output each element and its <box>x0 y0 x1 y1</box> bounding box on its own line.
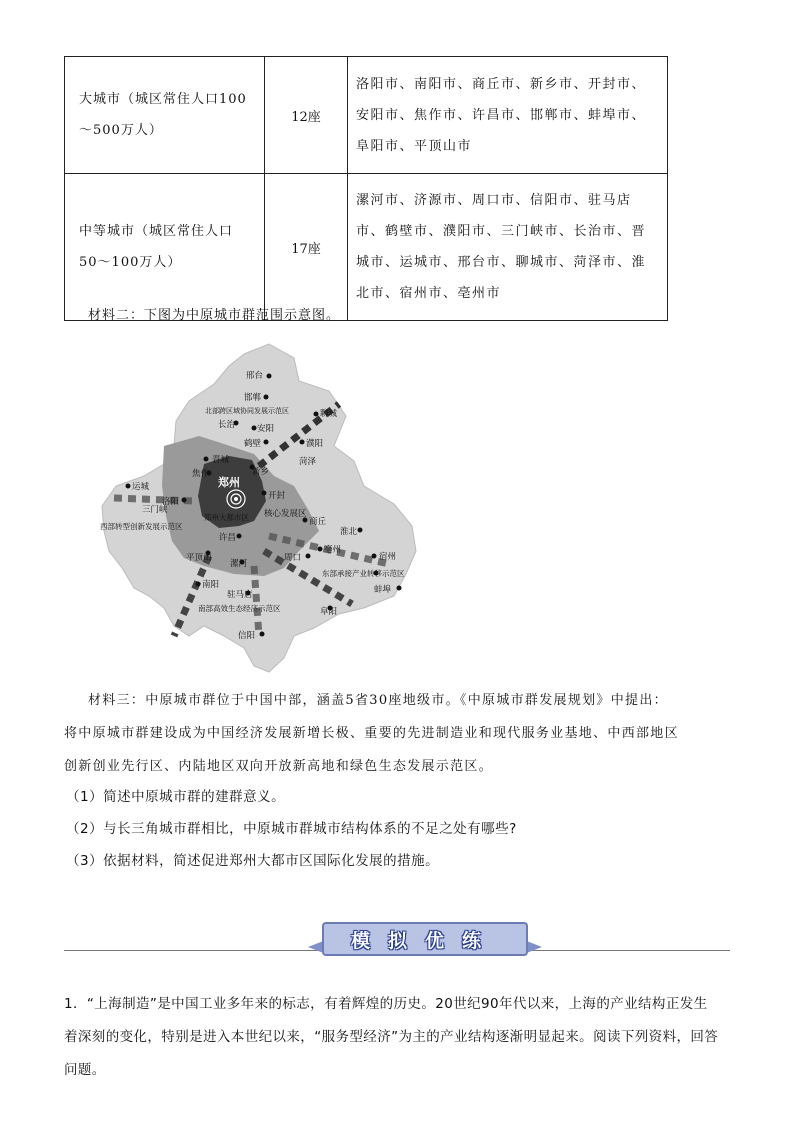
material3-paragraph <box>64 684 732 783</box>
question-2: （2）与长三角城市群相比，中原城市群城市结构体系的不足之处有哪些? <box>66 821 517 837</box>
city-count-cell: 12座 <box>265 57 348 174</box>
map-label: 长治 <box>218 420 236 430</box>
map-label: 聊城 <box>320 409 338 419</box>
table-row <box>65 174 668 321</box>
central-plains-city-cluster-map <box>94 336 434 674</box>
map-label: 洛阳 <box>162 497 180 507</box>
map-label: 菏泽 <box>299 457 317 467</box>
map-label: 周口 <box>284 553 302 563</box>
material3-line: 将中原城市群建设成为中国经济发展新增长极、重要的先进制造业和现代服务业基地、中西部地区 <box>64 726 679 741</box>
problem-line: 着深刻的变化，特别是进入本世纪以来，“服务型经济”为主的产业结构逐渐明显起来。阅读下列资料，回答 <box>64 1029 719 1045</box>
map-label: 南阳 <box>202 580 220 590</box>
map-label: 东部承接产业转移示范区 <box>322 569 405 578</box>
question-1: （1）简述中原城市群的建群意义。 <box>66 789 286 805</box>
map-label: 阜阳 <box>320 607 338 617</box>
city-list-cell: 漯河市、济源市、周口市、信阳市、驻马店市、鹤壁市、濮阳市、三门峡市、长治市、晋城市、运城市、邢台市、聊城市、菏泽市、淮北市、宿州市、亳州市 <box>348 174 668 321</box>
map-label: 信阳 <box>238 631 256 641</box>
map-label: 亳州 <box>324 545 342 555</box>
map-label: 开封 <box>268 491 286 501</box>
map-label: 西部转型创新发展示范区 <box>100 522 183 531</box>
city-list-cell: 洛阳市、南阳市、商丘市、新乡市、开封市、安阳市、焦作市、许昌市、邯郸市、蚌埠市、阜阳市、平顶山市 <box>348 57 668 174</box>
map-label: 晋城 <box>212 455 230 465</box>
material2-caption: 材料二：下图为中原城市群范围示意图。 <box>88 308 341 323</box>
city-size-table <box>64 56 668 321</box>
map-label: 宿州 <box>379 552 397 562</box>
map-label: 平顶山 <box>186 553 212 563</box>
city-count-cell: 17座 <box>265 174 348 321</box>
map-label: 邢台 <box>246 371 264 381</box>
material3-line: 创新创业先行区、内陆地区双向开放新高地和绿色生态发展示范区。 <box>64 759 494 774</box>
map-label: 淮北 <box>340 527 358 537</box>
section-title: 模拟优练 <box>350 930 499 952</box>
problem-line: 问题。 <box>64 1062 106 1078</box>
map-label: 濮阳 <box>306 439 324 449</box>
map-label: 蚌埠 <box>374 585 392 595</box>
map-label: 漯河 <box>230 559 248 569</box>
map-label: 南部高效生态经济示范区 <box>198 604 281 613</box>
section-badge <box>310 918 540 960</box>
map-label: 焦作 <box>192 469 210 479</box>
map-label: 运城 <box>132 482 150 492</box>
map-label: 商丘 <box>309 517 327 527</box>
map-label: 北部跨区域协同发展示范区 <box>205 407 289 415</box>
problem-1-text <box>64 988 732 1087</box>
question-3: （3）依据材料，简述促进郑州大都市区国际化发展的措施。 <box>66 853 440 869</box>
map-label: 邯郸 <box>244 393 262 403</box>
problem-line: 1．“上海制造”是中国工业多年来的标志，有着辉煌的历史。20世纪90年代以来，上海的产业结构正发生 <box>64 996 708 1012</box>
map-label: 三门峡 <box>142 505 168 515</box>
map-label: 郑州 <box>218 476 240 489</box>
map-label: 核心发展区 <box>264 509 307 519</box>
map-label: 郑州大都市区 <box>204 513 249 522</box>
map-label: 安阳 <box>257 424 275 434</box>
city-category-cell: 中等城市（城区常住人口 50～100万人） <box>65 174 265 321</box>
map-label: 许昌 <box>219 533 237 543</box>
table-row <box>65 57 668 174</box>
city-category-cell: 大城市（城区常住人口100～500万人） <box>65 57 265 174</box>
map-label: 新乡 <box>252 467 270 477</box>
material3-line: 材料三：中原城市群位于中国中部，涵盖5省30座地级市。《中原城市群发展规划》中提出： <box>88 693 668 708</box>
section-banner <box>64 910 730 966</box>
map-label: 驻马店 <box>227 590 253 600</box>
map-label: 鹤壁 <box>244 439 262 449</box>
